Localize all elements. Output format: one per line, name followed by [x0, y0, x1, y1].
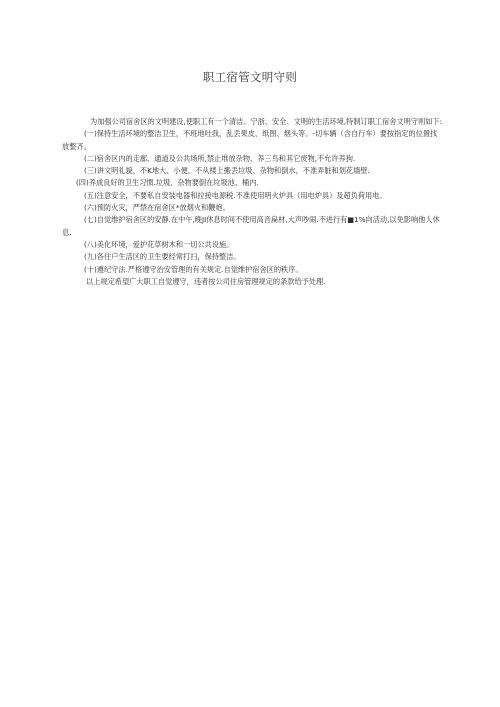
rule-8: (八)美化环境，爱护花草树木和一切公共设施。	[84, 239, 234, 249]
rule-10: (十)遵纪守法.严格遵守治安管理的有关规定.自觉维护宿舍区的秩序。	[84, 264, 303, 274]
document-body	[62, 116, 442, 288]
rule-6: (六)预防火灾，严禁在宿舍区*放烟火和鞭炮。	[84, 203, 230, 213]
rule-9: (九)各住户生活区的卫生要经常打扫，保持整洁。	[84, 252, 241, 262]
rule-7: (七)自觉维护宿舍区的安静.在中午,晚JI休息时间不使用高音扁材,大声吵闹.不进行有■1%向活动,以免影响他人休息.	[62, 215, 440, 237]
rule-3: (三)讲文明礼貌，不K地大、小便，不从楼上搬丢垃圾、杂物和倒水，不准弄脏和划花墙壁.	[84, 166, 370, 176]
rule-5: (五)注意安全，不要私自安装电器和拉接电源税.不准使用明火炉具（用电炉具）及超负荷用电。	[84, 190, 387, 200]
rule-2: (二)宿舍区内的走廊、通道及公共场所,禁止堆放杂物、养三鸟和其它废物,不允许养狗.	[84, 153, 356, 163]
document-title: 职工宿管文明守则	[202, 70, 298, 84]
rule-1: (一)保持生活环境的整洁卫生，不班地吐我，乱丢果皮、纸图、烟头等。-切车辆（含自行车）要按指定的位置找放整齐。	[62, 129, 438, 151]
intro-paragraph: 为加强公司宿舍区的文明建设,使职工有一个清洁、宁浙、安全、文明的生活环境,特制订职工宿舍文明守则如下:	[90, 117, 442, 126]
closing-paragraph: 以上规定希望广大职工自觉遵守，违者按公司住房管理规定的条款给予处理.	[86, 276, 326, 286]
rule-4: (四)养成良好的卫生习惯.垃圾、杂物要倒在垃圾池、桶内.	[76, 178, 259, 188]
